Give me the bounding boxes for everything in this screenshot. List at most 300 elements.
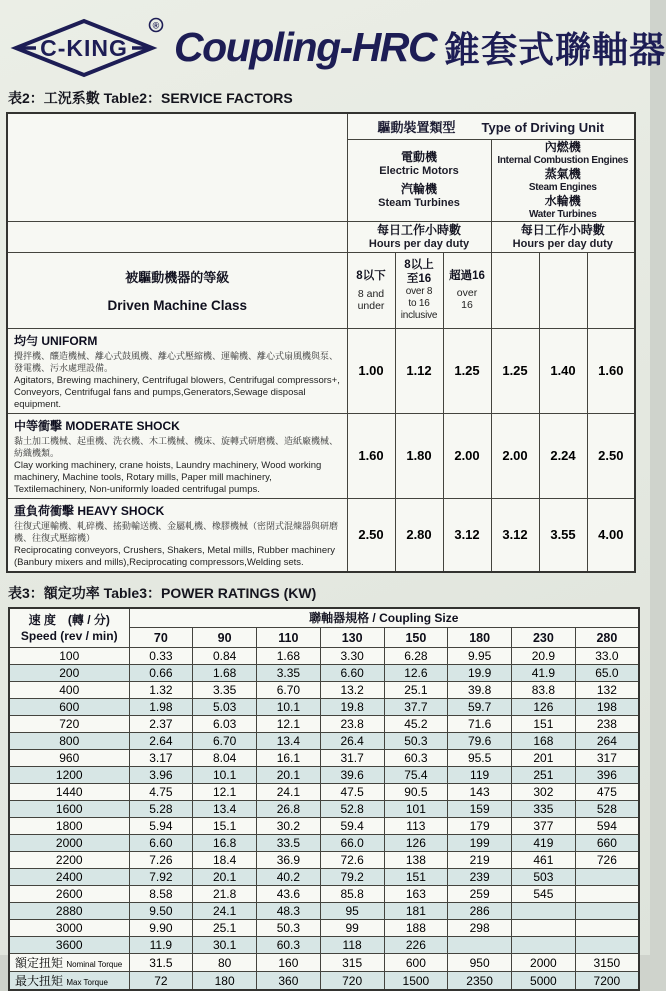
power-rating-row xyxy=(9,937,639,954)
duty-line: 至16 xyxy=(396,272,443,286)
service-factor-cell: 2.50 xyxy=(347,498,395,572)
speed-cell: 2600 xyxy=(9,886,129,903)
service-factor-cell: 1.60 xyxy=(347,413,395,498)
rating-cell: 10.1 xyxy=(257,699,321,716)
rating-cell: 126 xyxy=(512,699,576,716)
rating-cell xyxy=(512,903,576,920)
hours-label-zh: 每日工作小時數 xyxy=(492,223,635,238)
rating-cell: 1.32 xyxy=(129,682,193,699)
product-title-english: Coupling-HRC xyxy=(174,24,436,71)
size-column-header: 150 xyxy=(384,628,448,648)
size-column-header: 180 xyxy=(448,628,512,648)
power-rating-row xyxy=(9,903,639,920)
torque-value-cell: 360 xyxy=(257,972,321,991)
speed-label-en: Speed (rev / min) xyxy=(10,628,129,644)
rating-cell: 239 xyxy=(448,869,512,886)
rating-cell: 0.33 xyxy=(129,648,193,665)
group-line: Steam Turbines xyxy=(348,197,491,210)
service-factor-cell: 3.12 xyxy=(491,498,539,572)
rating-cell: 377 xyxy=(512,818,576,835)
service-factor-cell: 2.50 xyxy=(587,413,635,498)
rating-cell: 475 xyxy=(575,784,639,801)
rating-cell: 39.8 xyxy=(448,682,512,699)
rating-cell: 3.17 xyxy=(129,750,193,767)
rating-cell: 3.35 xyxy=(257,665,321,682)
hours-label-zh: 每日工作小時數 xyxy=(348,223,491,238)
rating-cell: 0.84 xyxy=(193,648,257,665)
rating-cell: 48.3 xyxy=(257,903,321,920)
group-line: 蒸氣機 xyxy=(492,167,635,182)
service-factor-cell: 3.12 xyxy=(443,498,491,572)
rating-cell: 95.5 xyxy=(448,750,512,767)
machine-class-description-cell xyxy=(7,413,347,498)
speed-cell: 1200 xyxy=(9,767,129,784)
rating-cell: 47.5 xyxy=(320,784,384,801)
torque-value-cell: 80 xyxy=(193,954,257,972)
machine-class-description-cell xyxy=(7,328,347,413)
service-factor-row xyxy=(7,413,635,498)
power-rating-row xyxy=(9,869,639,886)
rating-cell: 302 xyxy=(512,784,576,801)
duty-line: 8以下 xyxy=(348,269,395,283)
service-factors-table xyxy=(6,112,636,573)
rating-cell: 24.1 xyxy=(257,784,321,801)
power-rating-row xyxy=(9,699,639,716)
rating-cell: 8.04 xyxy=(193,750,257,767)
rating-cell: 119 xyxy=(448,767,512,784)
rating-cell: 41.9 xyxy=(512,665,576,682)
rating-cell: 181 xyxy=(384,903,448,920)
torque-label-zh: 最大扭矩 xyxy=(15,974,66,988)
rating-cell: 16.1 xyxy=(257,750,321,767)
rating-cell: 19.9 xyxy=(448,665,512,682)
rating-cell: 43.6 xyxy=(257,886,321,903)
rating-cell: 59.7 xyxy=(448,699,512,716)
rating-cell: 20.1 xyxy=(257,767,321,784)
rating-cell: 79.2 xyxy=(320,869,384,886)
service-factor-cell: 1.12 xyxy=(395,328,443,413)
machine-class-description-cell xyxy=(7,498,347,572)
torque-value-cell: 72 xyxy=(129,972,193,991)
class-desc-en: Reciprocating conveyors, Crushers, Shakers, Metal mills, Rubber machinery (Banbury mixers and mills),Reciprocating compressors,Welding sets. xyxy=(14,545,343,569)
torque-row xyxy=(9,954,639,972)
speed-cell: 3000 xyxy=(9,920,129,937)
rating-cell: 298 xyxy=(448,920,512,937)
rating-cell: 39.6 xyxy=(320,767,384,784)
rating-cell: 19.8 xyxy=(320,699,384,716)
product-title-chinese: 錐套式聯軸器 xyxy=(444,22,666,73)
speed-cell: 2400 xyxy=(9,869,129,886)
rating-cell: 9.50 xyxy=(129,903,193,920)
speed-header-cell xyxy=(9,608,129,648)
rating-cell: 71.6 xyxy=(448,716,512,733)
service-factor-cell: 2.80 xyxy=(395,498,443,572)
rating-cell: 9.95 xyxy=(448,648,512,665)
torque-value-cell: 5000 xyxy=(512,972,576,991)
duty-range-cell xyxy=(395,252,443,328)
rating-cell: 9.90 xyxy=(129,920,193,937)
rating-cell xyxy=(448,937,512,954)
rating-cell: 126 xyxy=(384,835,448,852)
rating-cell xyxy=(575,886,639,903)
rating-cell: 6.70 xyxy=(257,682,321,699)
rating-cell: 113 xyxy=(384,818,448,835)
rating-cell: 79.6 xyxy=(448,733,512,750)
power-rating-row xyxy=(9,665,639,682)
power-ratings-table xyxy=(8,607,640,991)
page-header xyxy=(0,0,650,78)
duty-line: 8以上 xyxy=(396,258,443,272)
torque-value-cell: 2000 xyxy=(512,954,576,972)
rating-cell: 159 xyxy=(448,801,512,818)
service-factor-cell: 1.25 xyxy=(491,328,539,413)
torque-value-cell: 1500 xyxy=(384,972,448,991)
rating-cell: 6.60 xyxy=(320,665,384,682)
service-factor-cell: 1.80 xyxy=(395,413,443,498)
rating-cell: 24.1 xyxy=(193,903,257,920)
rating-cell: 545 xyxy=(512,886,576,903)
speed-cell: 800 xyxy=(9,733,129,750)
class-title: 重負荷衝擊 HEAVY SHOCK xyxy=(14,502,343,519)
rating-cell: 15.1 xyxy=(193,818,257,835)
power-rating-row xyxy=(9,801,639,818)
speed-cell: 2200 xyxy=(9,852,129,869)
rating-cell: 198 xyxy=(575,699,639,716)
electric-motors-group-cell xyxy=(347,139,491,221)
rating-cell: 226 xyxy=(384,937,448,954)
rating-cell: 50.3 xyxy=(257,920,321,937)
speed-label-zh: 速 度 (轉 / 分) xyxy=(10,612,129,628)
rating-cell: 45.2 xyxy=(384,716,448,733)
torque-value-cell: 950 xyxy=(448,954,512,972)
rating-cell: 13.2 xyxy=(320,682,384,699)
rating-cell: 2.64 xyxy=(129,733,193,750)
duty-line: over xyxy=(444,287,491,299)
class-desc-en: Agitators, Brewing machinery, Centrifugal blowers, Centrifugal compressors+, Conveyors, Centrifugal fans and pumps,Generators,Sewage disposal equipment. xyxy=(14,375,343,411)
speed-cell: 1600 xyxy=(9,801,129,818)
torque-value-cell: 720 xyxy=(320,972,384,991)
rating-cell: 60.3 xyxy=(257,937,321,954)
class-desc-zh: 往復式運輸機、軋碎機、搖動輸送機、金屬軋機、橡膠機械（密閉式混煉器與研磨機、往復式壓縮機） xyxy=(14,520,343,544)
rating-cell: 168 xyxy=(512,733,576,750)
rating-cell: 16.8 xyxy=(193,835,257,852)
duty-line: under xyxy=(348,300,395,312)
group-line: Water Turbines xyxy=(492,209,635,221)
rating-cell: 132 xyxy=(575,682,639,699)
power-rating-row xyxy=(9,835,639,852)
rating-cell: 0.66 xyxy=(129,665,193,682)
group-line: 水輪機 xyxy=(492,194,635,209)
rating-cell: 18.4 xyxy=(193,852,257,869)
size-column-header: 110 xyxy=(257,628,321,648)
duty-range-cell xyxy=(539,252,587,328)
torque-label-cell xyxy=(9,972,129,991)
group-line: 內燃機 xyxy=(492,140,635,155)
rating-cell xyxy=(575,920,639,937)
power-rating-row xyxy=(9,750,639,767)
group-line: Internal Combustion Engines xyxy=(492,155,635,167)
power-rating-row xyxy=(9,767,639,784)
rating-cell: 138 xyxy=(384,852,448,869)
duty-range-cell xyxy=(587,252,635,328)
torque-value-cell: 2350 xyxy=(448,972,512,991)
registered-mark: ® xyxy=(153,21,160,31)
rating-cell: 461 xyxy=(512,852,576,869)
speed-cell: 2000 xyxy=(9,835,129,852)
duty-line: inclusive xyxy=(396,310,443,322)
rating-cell: 199 xyxy=(448,835,512,852)
size-column-header: 280 xyxy=(575,628,639,648)
rating-cell xyxy=(575,903,639,920)
service-factor-cell: 1.00 xyxy=(347,328,395,413)
rating-cell: 151 xyxy=(384,869,448,886)
machine-class-spacer-cell xyxy=(7,113,347,221)
rating-cell: 30.2 xyxy=(257,818,321,835)
hours-label-en: Hours per day duty xyxy=(348,238,491,251)
group-line: 電動機 xyxy=(348,150,491,165)
speed-cell: 720 xyxy=(9,716,129,733)
torque-label-zh: 額定扭矩 xyxy=(15,956,66,970)
rating-cell: 1.68 xyxy=(193,665,257,682)
service-factor-cell: 1.25 xyxy=(443,328,491,413)
hours-duty-cell xyxy=(347,221,491,252)
service-factor-cell: 2.00 xyxy=(443,413,491,498)
rating-cell: 12.6 xyxy=(384,665,448,682)
rating-cell: 6.28 xyxy=(384,648,448,665)
rating-cell: 50.3 xyxy=(384,733,448,750)
rating-cell: 99 xyxy=(320,920,384,937)
torque-value-cell: 600 xyxy=(384,954,448,972)
rating-cell: 101 xyxy=(384,801,448,818)
size-column-header: 90 xyxy=(193,628,257,648)
rating-cell: 594 xyxy=(575,818,639,835)
rating-cell: 726 xyxy=(575,852,639,869)
torque-row xyxy=(9,972,639,991)
rating-cell: 528 xyxy=(575,801,639,818)
rating-cell: 3.35 xyxy=(193,682,257,699)
power-rating-row xyxy=(9,716,639,733)
speed-cell: 960 xyxy=(9,750,129,767)
rating-cell: 6.03 xyxy=(193,716,257,733)
rating-cell: 5.03 xyxy=(193,699,257,716)
torque-label-en: Max Torque xyxy=(66,978,108,987)
service-factor-cell: 3.55 xyxy=(539,498,587,572)
rating-cell: 30.1 xyxy=(193,937,257,954)
rating-cell: 503 xyxy=(512,869,576,886)
speed-cell: 400 xyxy=(9,682,129,699)
rating-cell: 23.8 xyxy=(320,716,384,733)
rating-cell: 95 xyxy=(320,903,384,920)
hours-duty-cell xyxy=(491,221,635,252)
duty-line: 8 and xyxy=(348,288,395,300)
duty-range-cell xyxy=(347,252,395,328)
rating-cell: 201 xyxy=(512,750,576,767)
hours-label-en: Hours per day duty xyxy=(492,238,635,251)
rating-cell: 219 xyxy=(448,852,512,869)
power-rating-row xyxy=(9,852,639,869)
speed-cell: 1440 xyxy=(9,784,129,801)
service-factor-cell: 1.40 xyxy=(539,328,587,413)
rating-cell: 21.8 xyxy=(193,886,257,903)
rating-cell: 3.96 xyxy=(129,767,193,784)
speed-cell: 1800 xyxy=(9,818,129,835)
rating-cell: 65.0 xyxy=(575,665,639,682)
duty-range-cell xyxy=(491,252,539,328)
rating-cell: 90.5 xyxy=(384,784,448,801)
c-king-logo xyxy=(12,16,164,78)
rating-cell: 66.0 xyxy=(320,835,384,852)
machine-class-label-en: Driven Machine Class xyxy=(8,298,347,313)
rating-cell: 25.1 xyxy=(384,682,448,699)
rating-cell: 33.0 xyxy=(575,648,639,665)
rating-cell: 317 xyxy=(575,750,639,767)
rating-cell: 33.5 xyxy=(257,835,321,852)
rating-cell xyxy=(512,920,576,937)
speed-cell: 3600 xyxy=(9,937,129,954)
rating-cell: 335 xyxy=(512,801,576,818)
rating-cell: 151 xyxy=(512,716,576,733)
torque-value-cell: 31.5 xyxy=(129,954,193,972)
speed-cell: 100 xyxy=(9,648,129,665)
rating-cell: 396 xyxy=(575,767,639,784)
speed-cell: 2880 xyxy=(9,903,129,920)
rating-cell: 36.9 xyxy=(257,852,321,869)
rating-cell: 264 xyxy=(575,733,639,750)
class-desc-zh: 攪拌機、釀造機械、離心式鼓風機、離心式壓縮機、運輸機、離心式扇風機與泵、發電機、污水處理設備。 xyxy=(14,350,343,374)
rating-cell: 12.1 xyxy=(193,784,257,801)
rating-cell: 12.1 xyxy=(257,716,321,733)
duty-range-cell xyxy=(443,252,491,328)
torque-label-en: Nominal Torque xyxy=(66,960,122,969)
service-factor-cell: 4.00 xyxy=(587,498,635,572)
machine-class-label-zh: 被驅動機器的等級 xyxy=(8,267,347,286)
combustion-engines-group-cell xyxy=(491,139,635,221)
power-rating-row xyxy=(9,648,639,665)
rating-cell: 25.1 xyxy=(193,920,257,937)
torque-value-cell: 180 xyxy=(193,972,257,991)
rating-cell: 163 xyxy=(384,886,448,903)
power-rating-row xyxy=(9,886,639,903)
service-factor-row xyxy=(7,498,635,572)
rating-cell xyxy=(575,937,639,954)
duty-range-row xyxy=(7,252,635,328)
power-rating-row xyxy=(9,920,639,937)
driving-unit-header-cell xyxy=(347,113,635,139)
rating-cell: 259 xyxy=(448,886,512,903)
power-rating-row xyxy=(9,784,639,801)
service-factor-row xyxy=(7,328,635,413)
rating-cell: 8.58 xyxy=(129,886,193,903)
rating-cell: 60.3 xyxy=(384,750,448,767)
coupling-size-header-row xyxy=(9,608,639,628)
rating-cell: 10.1 xyxy=(193,767,257,784)
rating-cell: 83.8 xyxy=(512,682,576,699)
rating-cell: 85.8 xyxy=(320,886,384,903)
rating-cell: 3.30 xyxy=(320,648,384,665)
hours-per-day-row xyxy=(7,221,635,252)
rating-cell: 419 xyxy=(512,835,576,852)
speed-cell: 200 xyxy=(9,665,129,682)
rating-cell: 52.8 xyxy=(320,801,384,818)
rating-cell: 251 xyxy=(512,767,576,784)
class-title: 均勻 UNIFORM xyxy=(14,332,343,349)
size-column-header: 130 xyxy=(320,628,384,648)
rating-cell: 118 xyxy=(320,937,384,954)
rating-cell: 6.60 xyxy=(129,835,193,852)
duty-line: over 8 xyxy=(396,286,443,298)
rating-cell: 143 xyxy=(448,784,512,801)
rating-cell: 5.94 xyxy=(129,818,193,835)
rating-cell: 20.1 xyxy=(193,869,257,886)
size-column-header: 230 xyxy=(512,628,576,648)
rating-cell: 4.75 xyxy=(129,784,193,801)
rating-cell: 75.4 xyxy=(384,767,448,784)
service-factor-cell: 2.24 xyxy=(539,413,587,498)
rating-cell: 238 xyxy=(575,716,639,733)
torque-label-cell xyxy=(9,954,129,972)
torque-value-cell: 160 xyxy=(257,954,321,972)
rating-cell: 1.98 xyxy=(129,699,193,716)
rating-cell: 2.37 xyxy=(129,716,193,733)
rating-cell: 660 xyxy=(575,835,639,852)
rating-cell xyxy=(512,937,576,954)
group-line: Steam Engines xyxy=(492,182,635,194)
rating-cell: 37.7 xyxy=(384,699,448,716)
power-rating-row xyxy=(9,818,639,835)
rating-cell: 13.4 xyxy=(193,801,257,818)
size-column-header: 70 xyxy=(129,628,193,648)
rating-cell: 179 xyxy=(448,818,512,835)
rating-cell: 6.70 xyxy=(193,733,257,750)
rating-cell xyxy=(575,869,639,886)
driven-machine-class-cell xyxy=(7,252,347,328)
power-rating-row xyxy=(9,682,639,699)
class-desc-zh: 黏土加工機械、起重機、洗衣機、木工機械、機床、旋轉式研磨機、造紙廠機械、紡織機類。 xyxy=(14,435,343,459)
machine-class-spacer-cell xyxy=(7,221,347,252)
coupling-size-header-cell: 聯軸器規格 / Coupling Size xyxy=(129,608,639,628)
rating-cell: 1.68 xyxy=(257,648,321,665)
power-rating-row xyxy=(9,733,639,750)
rating-cell: 20.9 xyxy=(512,648,576,665)
rating-cell: 188 xyxy=(384,920,448,937)
duty-line: 超過16 xyxy=(444,269,491,283)
rating-cell: 11.9 xyxy=(129,937,193,954)
group-line: Electric Motors xyxy=(348,165,491,178)
table2-caption: 表2：工況系數 Table2：SERVICE FACTORS xyxy=(8,88,650,108)
class-desc-en: Clay working machinery, crane hoists, Laundry machinery, Wood working machinery, Machine tools, Rotary mills, Paper mill machinery, Textilemachinery, Non-uniformly loaded centrifugal pumps. xyxy=(14,460,343,496)
table3-caption: 表3：額定功率 Table3：POWER RATINGS (KW) xyxy=(8,583,650,603)
rating-cell: 7.92 xyxy=(129,869,193,886)
rating-cell: 31.7 xyxy=(320,750,384,767)
group-line: 汽輪機 xyxy=(348,182,491,197)
rating-cell: 13.4 xyxy=(257,733,321,750)
table3-body xyxy=(9,608,639,991)
driving-unit-header-row xyxy=(7,113,635,139)
rating-cell: 26.4 xyxy=(320,733,384,750)
class-title: 中等衝擊 MODERATE SHOCK xyxy=(14,417,343,434)
rating-cell: 40.2 xyxy=(257,869,321,886)
rating-cell: 72.6 xyxy=(320,852,384,869)
speed-cell: 600 xyxy=(9,699,129,716)
torque-value-cell: 315 xyxy=(320,954,384,972)
rating-cell: 5.28 xyxy=(129,801,193,818)
rating-cell: 59.4 xyxy=(320,818,384,835)
service-factor-cell: 1.60 xyxy=(587,328,635,413)
torque-value-cell: 7200 xyxy=(575,972,639,991)
torque-value-cell: 3150 xyxy=(575,954,639,972)
duty-line: to 16 xyxy=(396,298,443,310)
driving-unit-label-zh: 驅動裝置類型 xyxy=(378,120,456,135)
